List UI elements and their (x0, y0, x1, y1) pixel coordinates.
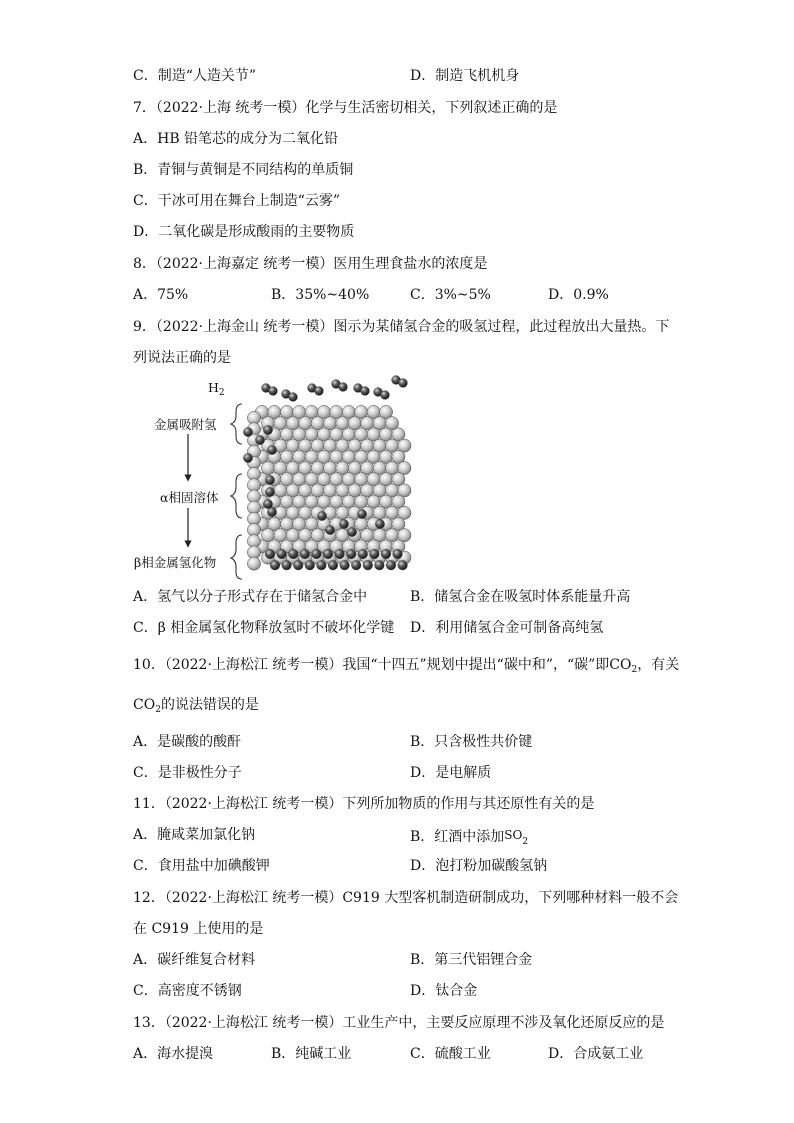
hydrogen-atom (370, 549, 380, 559)
hydrogen-atom (282, 560, 292, 570)
hydrogen-atom (375, 560, 385, 570)
q7-option-b: B．青铜与黄铜是不同结构的单质铜 (133, 162, 354, 178)
brace-1 (231, 404, 242, 444)
q11-option-a: A．腌咸菜加氯化钠 (133, 827, 256, 843)
question-8: 8．（2022·上海嘉定 统考一模）医用生理食盐水的浓度是 (133, 256, 488, 272)
q11-option-c: C．食用盐中加碘酸钾 (133, 858, 270, 874)
label-alpha-phase: α相固溶体 (160, 490, 219, 505)
q11-option-d: D．泡打粉加碳酸氢钠 (410, 858, 548, 874)
label-adsorbed: 金属吸附氢 (154, 417, 217, 432)
hydrogen-atom (325, 525, 334, 534)
q13-option-b: B．纯碱工业 (271, 1046, 352, 1062)
question-10-line1: 10．（2022·上海松江 统考一模）我国“十四五”规划中提出“碳中和”，“碳”即$CO_2$，有关 (133, 657, 680, 675)
q12-option-b: B．第三代铝锂合金 (410, 952, 533, 968)
hydrogen-atom (255, 435, 264, 444)
question-12-line1: 12．（2022·上海松江 统考一模）C919 大型客机制造研制成功，下列哪种材料一般不会 (133, 890, 679, 906)
q10-option-a: A．是碳酸的酸酐 (133, 734, 242, 750)
question-11: 11．（2022·上海松江 统考一模）下列所加物质的作用与其还原性有关的是 (133, 796, 595, 812)
hydrogen-atom (357, 509, 366, 518)
hydrogen-atom (358, 549, 368, 559)
q8-option-a: A．75% (133, 287, 189, 303)
hydrogen-atom (398, 560, 408, 570)
question-9-line1: 9．（2022·上海金山 统考一模）图示为某储氢合金的吸氢过程，此过程放出大量热。下 (133, 319, 670, 335)
hydrogen-atom (270, 560, 280, 570)
q13-option-a: A．海水提溴 (133, 1046, 214, 1062)
q7-option-c: C．干冰可用在舞台上制造“云雾” (133, 193, 341, 209)
hydrogen-atom (386, 560, 396, 570)
hydrogen-atom (317, 511, 326, 520)
hydrogen-atom (351, 560, 361, 570)
q13-option-d: D．合成氨工业 (548, 1046, 644, 1062)
hydrogen-atom (263, 499, 272, 508)
hydrogen-atom (288, 549, 298, 559)
hydrogen-atom (346, 549, 356, 559)
hydrogen-molecule-atom (381, 391, 390, 400)
hydrogen-atom (267, 445, 276, 454)
hydrogen-atom (317, 560, 327, 570)
q10-option-d: D．是电解质 (410, 765, 492, 781)
q9-option-d: D．利用储氢合金可制备高纯氢 (410, 620, 604, 636)
hydrogen-atom (375, 519, 384, 528)
hydrogen-atom (243, 453, 252, 462)
label-beta-phase: β相金属氢化物 (134, 555, 217, 570)
hydrogen-atom (339, 519, 348, 528)
hydrogen-atom (293, 560, 303, 570)
hydrogen-storage-figure (134, 372, 430, 584)
q8-option-c: C．3%~5% (410, 287, 491, 303)
hydrogen-atom (335, 549, 345, 559)
q9-option-b: B．储氢合金在吸氢时体系能量升高 (410, 589, 631, 605)
hydrogen-atom (363, 560, 373, 570)
question-12-line2: 在 C919 上使用的是 (133, 921, 264, 937)
line-6c: C．制造“人造关节” (133, 68, 257, 84)
hydrogen-atom (381, 549, 391, 559)
q12-option-a: A．碳纤维复合材料 (133, 952, 256, 968)
hydrogen-atom (265, 549, 275, 559)
hydrogen-molecule-atom (315, 387, 324, 396)
question-10-line2: $CO_2$的说法错误的是 (133, 697, 259, 715)
hydrogen-molecule-atom (289, 393, 298, 402)
hydrogen-molecule-atom (399, 379, 408, 388)
q10-option-b: B．只含极性共价键 (410, 734, 533, 750)
q12-option-d: D．钛合金 (410, 983, 478, 999)
hydrogen-atom (305, 560, 315, 570)
brace-2 (231, 474, 242, 518)
q7-option-a: A．HB 铅笔芯的成分为二氧化铅 (133, 131, 339, 147)
hydrogen-atom (277, 549, 287, 559)
question-7: 7．（2022·上海 统考一模）化学与生活密切相关，下列叙述正确的是 (133, 100, 558, 116)
hydrogen-atom (328, 560, 338, 570)
q8-option-b: B．35%~40% (271, 287, 370, 303)
q8-option-d: D．0.9% (548, 287, 609, 303)
hydrogen-atom (312, 549, 322, 559)
q9-option-c: C．β 相金属氢化物释放氢时不破坏化学键 (133, 620, 395, 636)
question-13: 13．（2022·上海松江 统考一模）工业生产中，主要反应原理不涉及氧化还原反应的是 (133, 1015, 665, 1031)
q9-option-a: A．氢气以分子形式存在于储氢合金中 (133, 589, 368, 605)
q7-option-d: D．二氧化碳是形成酸雨的主要物质 (133, 224, 355, 240)
hydrogen-molecule-atom (361, 387, 370, 396)
hydrogen-atom (347, 527, 356, 536)
hydrogen-atom (323, 549, 333, 559)
q10-option-c: C．是非极性分子 (133, 765, 242, 781)
hydrogen-atom (393, 549, 403, 559)
q13-option-c: C．硫酸工业 (410, 1046, 491, 1062)
hydrogen-atom (265, 475, 274, 484)
hydrogen-molecule-atom (269, 387, 278, 396)
hydrogen-atom (243, 427, 252, 436)
h2-label: $H_2$ (208, 380, 225, 398)
brace-3 (231, 535, 242, 579)
hydrogen-atom (340, 560, 350, 570)
hydrogen-atom (300, 549, 310, 559)
line-6d: D．制造飞机机身 (410, 68, 520, 84)
alloy-lattice-diagram (140, 372, 430, 584)
metal-atom (247, 557, 260, 570)
q11-option-b: B．红酒中添加$SO_2$ (410, 828, 529, 847)
hydrogen-atom (265, 487, 274, 496)
q12-option-c: C．高密度不锈钢 (133, 983, 242, 999)
hydrogen-molecule-atom (339, 383, 348, 392)
question-9-line2: 列说法正确的是 (133, 350, 231, 366)
hydrogen-atom (263, 425, 272, 434)
